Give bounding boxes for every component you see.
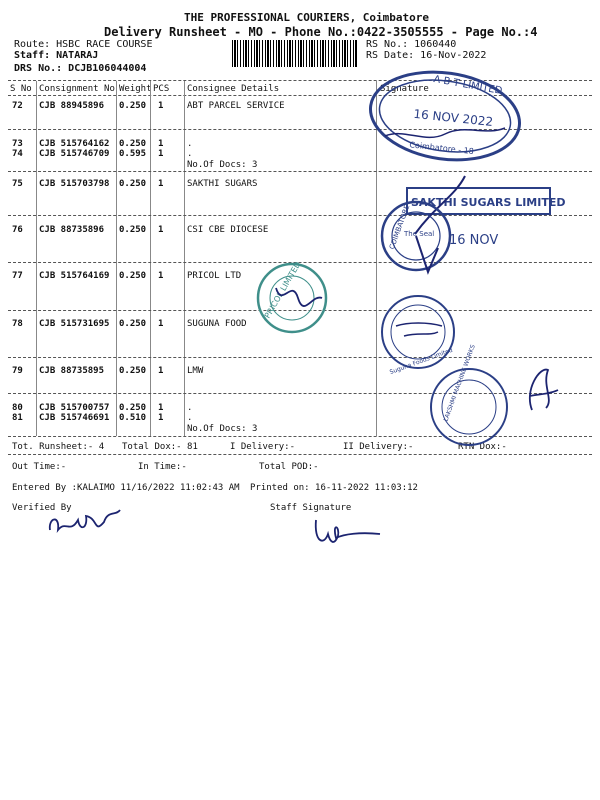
row-consignee: .	[187, 149, 193, 159]
row-consignee: .	[187, 139, 193, 149]
total-runsheet: Tot. Runsheet:- 4	[12, 442, 105, 452]
barcode	[232, 40, 358, 67]
row-pcs: 1	[158, 403, 164, 413]
entered-by: Entered By :KALAIMO 11/16/2022 11:02:43 AM	[12, 483, 240, 493]
company-title: THE PROFESSIONAL COURIERS, Coimbatore	[184, 11, 430, 24]
row-consignee: .	[187, 403, 193, 413]
column-line	[184, 81, 185, 436]
ii-delivery: II Delivery:-	[343, 442, 414, 452]
rs-number: RS No.: 1060440	[366, 39, 457, 50]
row-weight: 0.510	[119, 413, 147, 423]
row-consignee: SUGUNA FOOD	[187, 319, 247, 329]
pricol-seal	[252, 258, 332, 338]
row-weight: 0.250	[119, 271, 147, 281]
row-sno: 78	[12, 319, 23, 329]
row-divider	[8, 357, 592, 358]
csi-seal-inner: The Seal	[404, 230, 435, 238]
row-sno: 79	[12, 366, 23, 376]
drs-number: DRS No.: DCJB106044004	[14, 63, 147, 74]
doc-count: No.Of Docs: 3	[187, 160, 258, 170]
row-consignment: CJB 515703798	[39, 179, 110, 189]
row-consignment: CJB 515700757	[39, 403, 110, 413]
col-signature: Signature	[380, 84, 429, 94]
i-delivery: I Delivery:-	[230, 442, 296, 452]
staff: Staff: NATARAJ	[14, 50, 99, 61]
col-sno: S No	[10, 84, 32, 94]
row-pcs: 1	[158, 225, 164, 235]
abt-stamp-date: 16 NOV 2022	[412, 106, 494, 130]
doc-count: No.Of Docs: 3	[187, 424, 258, 434]
abt-stamp	[365, 66, 525, 166]
pricol-seal-text: PRICOL LIMITED	[262, 260, 303, 320]
verified-signature	[46, 500, 136, 545]
col-consignment: Consignment No	[39, 84, 115, 94]
row-sno: 77	[12, 271, 23, 281]
sakthi-stamp-date: 16 NOV	[449, 233, 499, 248]
row-consignment: CJB 88945896	[39, 101, 105, 111]
row-pcs: 1	[158, 271, 164, 281]
row-consignee: LMW	[187, 366, 204, 376]
total-pod: Total POD:-	[259, 462, 319, 472]
row-pcs: 1	[158, 413, 164, 423]
col-consignee: Consignee Details	[187, 84, 280, 94]
row-consignee: SAKTHI SUGARS	[187, 179, 258, 189]
row-sno: 75	[12, 179, 23, 189]
runsheet-title: Delivery Runsheet - MO - Phone No.:0422-3505555 - Page No.:4	[104, 25, 538, 39]
row-consignment: CJB 88735895	[39, 366, 105, 376]
row-sno: 72	[12, 101, 23, 111]
row-weight: 0.250	[119, 319, 147, 329]
column-line	[36, 81, 37, 436]
column-line	[150, 81, 151, 436]
row-consignee: .	[187, 413, 193, 423]
rtn-dox: RTN Dox:-	[458, 442, 507, 452]
verified-by-label: Verified By	[12, 503, 72, 513]
row-weight: 0.250	[119, 179, 147, 189]
csi-seal	[376, 196, 456, 276]
row-pcs: 1	[158, 101, 164, 111]
staff-signature-label: Staff Signature	[270, 503, 352, 513]
row-consignment: CJB 515764162	[39, 139, 110, 149]
row-consignment: CJB 88735896	[39, 225, 105, 235]
row-weight: 0.250	[119, 139, 147, 149]
row-pcs: 1	[158, 139, 164, 149]
route: Route: HSBC RACE COURSE	[14, 39, 153, 50]
row-consignment: CJB 515746691	[39, 413, 110, 423]
csi-seal-text: COIMBATORE	[387, 203, 412, 251]
out-time: Out Time:-	[12, 462, 67, 472]
rs-date: RS Date: 16-Nov-2022	[366, 50, 487, 61]
row-weight: 0.250	[119, 403, 147, 413]
row-consignee: ABT PARCEL SERVICE	[187, 101, 285, 111]
column-line	[116, 81, 117, 436]
row-sno: 73	[12, 139, 23, 149]
lmw-signature	[520, 360, 560, 420]
row-consignee: CSI CBE DIOCESE	[187, 225, 269, 235]
sakthi-stamp-name: SAKTHI SUGARS LIMITED	[411, 196, 566, 209]
row-divider	[8, 171, 592, 172]
row-pcs: 1	[158, 149, 164, 159]
row-sno: 80	[12, 403, 23, 413]
printed-on: Printed on: 16-11-2022 11:03:12	[250, 483, 418, 493]
divider	[8, 454, 592, 455]
row-weight: 0.250	[119, 101, 147, 111]
abt-stamp-name: A B T LIMITED	[432, 74, 504, 97]
suguna-seal	[378, 292, 458, 377]
row-weight: 0.250	[119, 225, 147, 235]
row-consignment: CJB 515746709	[39, 149, 110, 159]
col-weight: Weight	[119, 84, 152, 94]
lmw-seal-text: LAKSHMI MACHINE WORKS	[442, 343, 477, 423]
suguna-seal-text: Suguna Foods Limited	[388, 346, 454, 377]
row-pcs: 1	[158, 366, 164, 376]
row-consignment: CJB 515731695	[39, 319, 110, 329]
row-pcs: 1	[158, 179, 164, 189]
row-sno: 76	[12, 225, 23, 235]
row-weight: 0.250	[119, 366, 147, 376]
abt-stamp-city: Coimbatore - 18	[408, 140, 475, 157]
row-pcs: 1	[158, 319, 164, 329]
row-weight: 0.595	[119, 149, 147, 159]
in-time: In Time:-	[138, 462, 187, 472]
row-sno: 74	[12, 149, 23, 159]
lmw-seal	[424, 343, 514, 452]
total-dox: Total Dox:- 81	[122, 442, 198, 452]
col-pcs: PCS	[153, 84, 170, 94]
row-sno: 81	[12, 413, 23, 423]
row-consignment: CJB 515764169	[39, 271, 110, 281]
staff-signature	[310, 512, 390, 552]
row-consignee: PRICOL LTD	[187, 271, 242, 281]
